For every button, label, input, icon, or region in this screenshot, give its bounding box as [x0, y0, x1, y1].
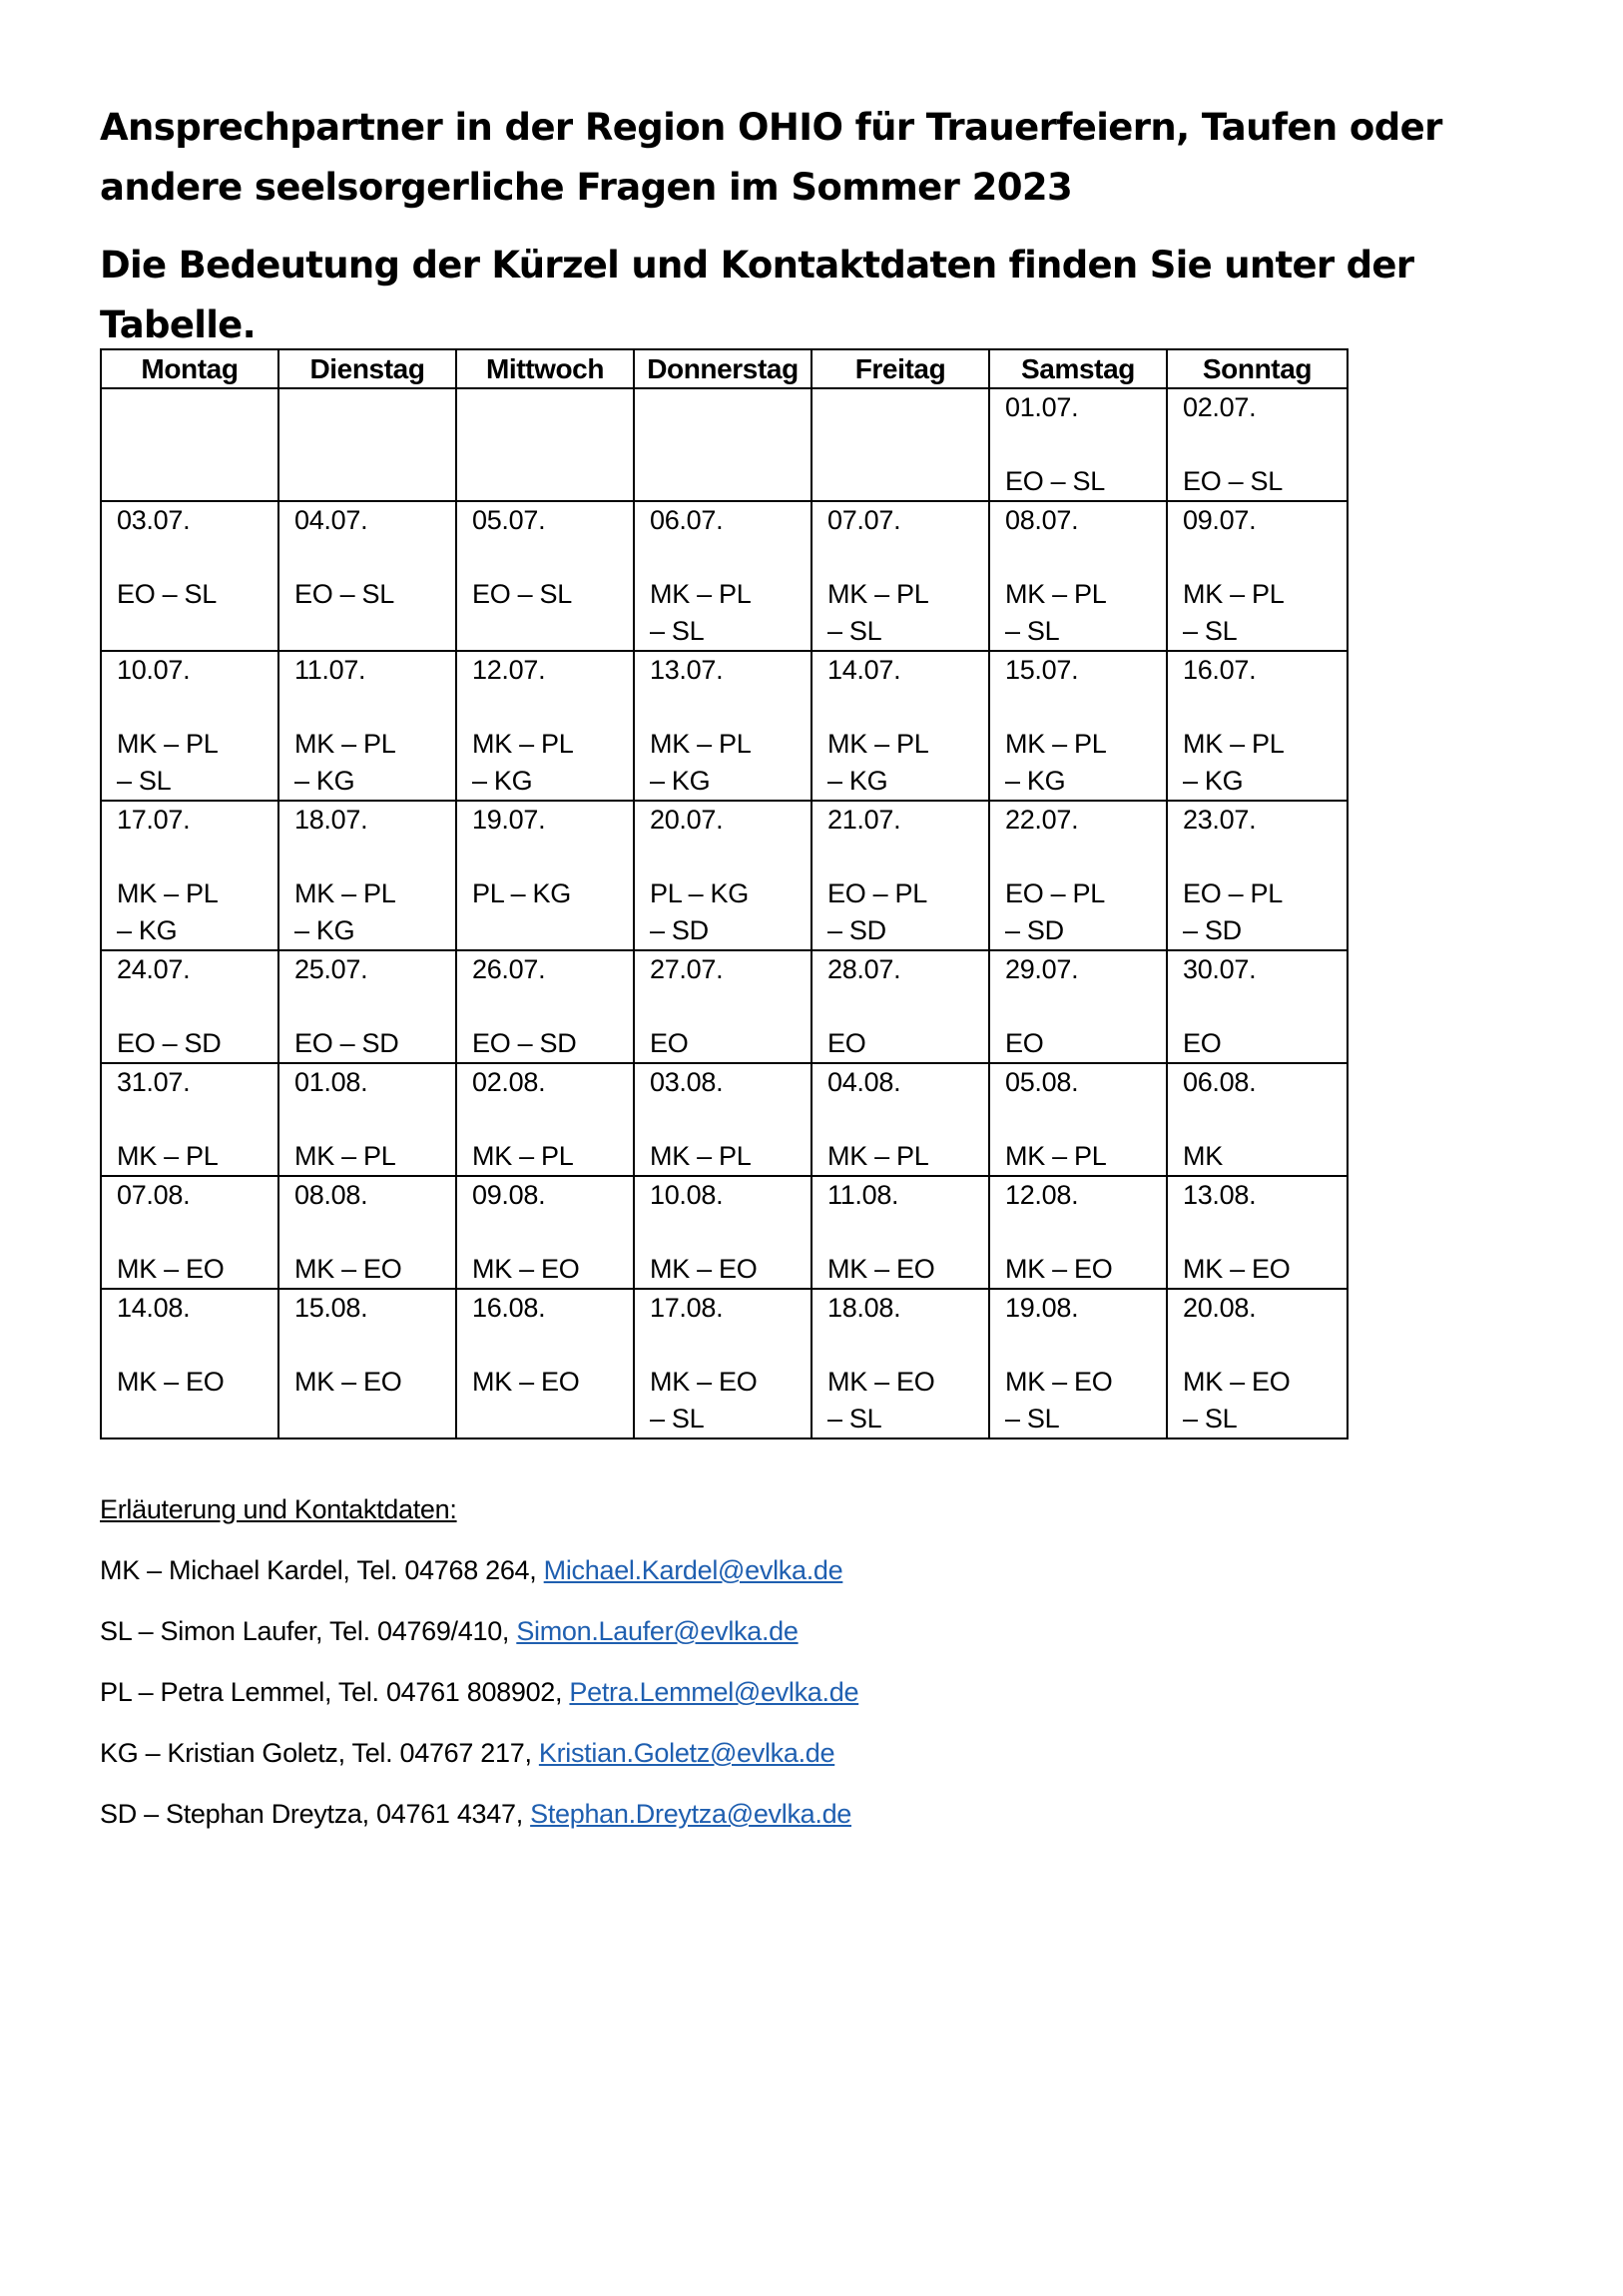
cell-date: 18.08.	[827, 1293, 901, 1323]
cell-contacts: EO – SD	[472, 1028, 577, 1058]
cell-contacts: MK	[1183, 1141, 1223, 1171]
day-cell	[634, 1289, 812, 1438]
header-thursday: Donnerstag	[634, 349, 812, 388]
cell-date: 25.07.	[294, 954, 368, 984]
table-row	[101, 651, 1348, 801]
cell-contacts: MK – EO	[117, 1367, 225, 1397]
cell-contacts: MK – EO – SL	[1005, 1367, 1113, 1434]
day-cell	[989, 651, 1167, 801]
cell-spacer	[117, 1214, 277, 1251]
cell-date: 12.08.	[1005, 1180, 1079, 1210]
day-cell	[278, 801, 456, 950]
day-cell	[101, 950, 278, 1063]
cell-spacer	[472, 1327, 633, 1364]
day-cell	[456, 651, 634, 801]
cell-spacer	[117, 1327, 277, 1364]
cell-date: 05.07.	[472, 505, 546, 535]
cell-spacer	[650, 1214, 811, 1251]
legend-entry	[100, 1550, 1397, 1590]
cell-spacer	[294, 539, 455, 576]
cell-contacts: MK – PL – SL	[650, 579, 751, 646]
cell-date: 18.07.	[294, 805, 368, 835]
legend-entry-text: MK – Michael Kardel, Tel. 04768 264,	[100, 1555, 544, 1585]
cell-spacer	[1005, 1327, 1166, 1364]
day-cell	[101, 501, 278, 651]
cell-spacer	[472, 1214, 633, 1251]
cell-date: 08.07.	[1005, 505, 1079, 535]
day-cell	[278, 651, 456, 801]
cell-date: 20.08.	[1183, 1293, 1257, 1323]
cell-spacer	[1005, 426, 1166, 463]
cell-spacer	[472, 839, 633, 875]
day-cell	[456, 388, 634, 501]
page-subtitle: Die Bedeutung der Kürzel und Kontaktdaten finden Sie unter der Tabelle.	[100, 244, 1414, 346]
legend-entry-text: KG – Kristian Goletz, Tel. 04767 217,	[100, 1738, 539, 1768]
cell-date: 04.07.	[294, 505, 368, 535]
day-cell	[456, 1063, 634, 1176]
cell-contacts: EO – SD	[117, 1028, 222, 1058]
day-cell	[101, 1176, 278, 1289]
day-cell	[278, 1176, 456, 1289]
page-title: Ansprechpartner in der Region OHIO für Trauerfeiern, Taufen oder andere seelsorgerliche Fragen im Sommer 2023	[100, 106, 1442, 209]
cell-date: 16.08.	[472, 1293, 546, 1323]
cell-spacer	[827, 839, 988, 875]
day-cell	[812, 1176, 989, 1289]
day-cell	[634, 950, 812, 1063]
cell-spacer	[650, 539, 811, 576]
cell-date: 14.08.	[117, 1293, 191, 1323]
cell-spacer	[1183, 539, 1347, 576]
day-cell	[989, 1063, 1167, 1176]
cell-contacts: MK – PL – SL	[1005, 579, 1106, 646]
cell-contacts: PL – KG – SD	[650, 878, 749, 945]
cell-date: 20.07.	[650, 805, 724, 835]
cell-contacts: EO – SL	[117, 579, 217, 609]
email-link[interactable]: Petra.Lemmel@evlka.de	[569, 1677, 859, 1707]
cell-spacer	[650, 839, 811, 875]
legend-entry-text: SL – Simon Laufer, Tel. 04769/410,	[100, 1616, 517, 1646]
cell-date: 15.07.	[1005, 655, 1079, 685]
header-wednesday: Mittwoch	[456, 349, 634, 388]
cell-date: 21.07.	[827, 805, 901, 835]
day-cell	[812, 501, 989, 651]
cell-contacts: MK – PL – KG	[117, 878, 218, 945]
cell-date: 06.08.	[1183, 1067, 1257, 1097]
cell-spacer	[827, 426, 988, 463]
cell-contacts: MK – EO	[827, 1254, 935, 1284]
cell-date: 03.07.	[117, 505, 191, 535]
legend-entry	[100, 1733, 1397, 1773]
day-cell	[1167, 1063, 1348, 1176]
cell-contacts: MK – PL – SL	[827, 579, 928, 646]
cell-spacer	[117, 839, 277, 875]
cell-spacer	[472, 689, 633, 726]
cell-spacer	[472, 539, 633, 576]
cell-spacer	[1183, 426, 1347, 463]
legend-entries	[100, 1550, 1397, 1834]
cell-contacts: EO – SL	[472, 579, 572, 609]
cell-contacts: EO	[827, 1028, 866, 1058]
cell-contacts: MK – PL – KG	[1183, 729, 1284, 796]
cell-spacer	[1005, 988, 1166, 1025]
cell-spacer	[294, 426, 455, 463]
cell-date: 23.07.	[1183, 805, 1257, 835]
schedule-table	[100, 348, 1349, 1439]
day-cell	[634, 801, 812, 950]
day-cell	[1167, 388, 1348, 501]
cell-contacts: PL – KG	[472, 878, 571, 908]
table-row	[101, 501, 1348, 651]
schedule-body	[101, 388, 1348, 1438]
cell-date: 24.07.	[117, 954, 191, 984]
cell-date	[827, 389, 988, 426]
cell-contacts: MK – EO	[472, 1367, 580, 1397]
day-cell	[812, 801, 989, 950]
cell-date: 11.07.	[294, 655, 366, 685]
cell-spacer	[1183, 689, 1347, 726]
cell-spacer	[294, 1327, 455, 1364]
cell-contacts: MK – PL	[1005, 1141, 1107, 1171]
cell-spacer	[294, 988, 455, 1025]
cell-spacer	[1005, 1214, 1166, 1251]
day-cell	[101, 1063, 278, 1176]
day-cell	[634, 1176, 812, 1289]
day-cell	[989, 388, 1167, 501]
cell-spacer	[1183, 1327, 1347, 1364]
cell-contacts: MK – PL	[650, 1141, 752, 1171]
cell-date: 02.08.	[472, 1067, 546, 1097]
cell-date: 29.07.	[1005, 954, 1079, 984]
cell-date: 12.07.	[472, 655, 546, 685]
cell-contacts: MK – EO – SL	[827, 1367, 935, 1434]
day-cell	[456, 1289, 634, 1438]
header-friday: Freitag	[812, 349, 989, 388]
cell-date: 01.07.	[1005, 392, 1079, 422]
cell-contacts: MK – EO	[117, 1254, 225, 1284]
cell-contacts: EO – SL	[1005, 466, 1105, 496]
cell-date: 07.08.	[117, 1180, 191, 1210]
cell-contacts: EO – SL	[294, 579, 394, 609]
cell-date: 02.07.	[1183, 392, 1257, 422]
cell-date: 05.08.	[1005, 1067, 1079, 1097]
cell-spacer	[117, 1101, 277, 1138]
day-cell	[101, 388, 278, 501]
cell-spacer	[472, 426, 633, 463]
header-sunday: Sonntag	[1167, 349, 1348, 388]
cell-date	[294, 389, 455, 426]
cell-contacts: EO – PL – SD	[1005, 878, 1104, 945]
cell-contacts: MK – PL – KG	[472, 729, 573, 796]
cell-date: 13.08.	[1183, 1180, 1257, 1210]
cell-date: 08.08.	[294, 1180, 368, 1210]
legend	[100, 1489, 1397, 1834]
cell-spacer	[650, 426, 811, 463]
cell-contacts: EO – SD	[294, 1028, 399, 1058]
cell-contacts: MK – PL – SL	[117, 729, 218, 796]
day-cell	[989, 501, 1167, 651]
email-link[interactable]: Simon.Laufer@evlka.de	[516, 1616, 799, 1646]
cell-contacts: MK – PL – KG	[294, 878, 395, 945]
header-tuesday: Dienstag	[278, 349, 456, 388]
cell-date	[117, 389, 277, 426]
legend-heading: Erläuterung und Kontaktdaten:	[100, 1494, 457, 1524]
cell-date: 28.07.	[827, 954, 901, 984]
cell-spacer	[827, 988, 988, 1025]
cell-spacer	[650, 1327, 811, 1364]
cell-contacts: MK – PL – KG	[1005, 729, 1106, 796]
day-cell	[1167, 1176, 1348, 1289]
day-cell	[634, 388, 812, 501]
day-cell	[278, 388, 456, 501]
cell-contacts: MK – PL – KG	[827, 729, 928, 796]
cell-spacer	[650, 689, 811, 726]
cell-date: 15.08.	[294, 1293, 368, 1323]
day-cell	[456, 1176, 634, 1289]
cell-date	[472, 389, 633, 426]
cell-spacer	[650, 1101, 811, 1138]
cell-date: 11.08.	[827, 1180, 899, 1210]
day-cell	[812, 950, 989, 1063]
day-cell	[812, 651, 989, 801]
cell-date: 27.07.	[650, 954, 724, 984]
day-cell	[456, 950, 634, 1063]
cell-contacts: EO	[650, 1028, 689, 1058]
day-cell	[1167, 950, 1348, 1063]
cell-date	[650, 389, 811, 426]
cell-date: 10.08.	[650, 1180, 724, 1210]
cell-spacer	[827, 1101, 988, 1138]
day-cell	[456, 801, 634, 950]
day-cell	[456, 501, 634, 651]
header-saturday: Samstag	[989, 349, 1167, 388]
day-cell	[634, 1063, 812, 1176]
cell-contacts: EO – PL – SD	[827, 878, 926, 945]
cell-spacer	[117, 539, 277, 576]
cell-spacer	[117, 689, 277, 726]
cell-spacer	[294, 1101, 455, 1138]
day-cell	[278, 1289, 456, 1438]
cell-contacts: MK – EO	[1183, 1254, 1291, 1284]
cell-contacts: MK – PL	[827, 1141, 929, 1171]
cell-spacer	[1005, 839, 1166, 875]
day-cell	[989, 1176, 1167, 1289]
cell-spacer	[1183, 839, 1347, 875]
cell-spacer	[117, 426, 277, 463]
day-cell	[101, 801, 278, 950]
cell-spacer	[1005, 1101, 1166, 1138]
day-cell	[989, 801, 1167, 950]
table-row	[101, 1063, 1348, 1176]
cell-date: 01.08.	[294, 1067, 368, 1097]
table-row	[101, 1176, 1348, 1289]
email-link[interactable]: Stephan.Dreytza@evlka.de	[530, 1799, 851, 1829]
cell-spacer	[294, 1214, 455, 1251]
cell-contacts: MK – PL	[472, 1141, 574, 1171]
day-cell	[812, 1063, 989, 1176]
cell-contacts: MK – EO – SL	[650, 1367, 758, 1434]
cell-spacer	[650, 988, 811, 1025]
legend-entry	[100, 1611, 1397, 1651]
cell-date: 17.08.	[650, 1293, 724, 1323]
cell-spacer	[294, 689, 455, 726]
day-cell	[1167, 801, 1348, 950]
cell-date: 22.07.	[1005, 805, 1079, 835]
cell-date: 30.07.	[1183, 954, 1257, 984]
cell-spacer	[827, 539, 988, 576]
legend-entry	[100, 1672, 1397, 1712]
table-row	[101, 1289, 1348, 1438]
day-cell	[812, 388, 989, 501]
legend-entry-text: PL – Petra Lemmel, Tel. 04761 808902,	[100, 1677, 570, 1707]
legend-entry-text: SD – Stephan Dreytza, 04761 4347,	[100, 1799, 531, 1829]
day-cell	[989, 950, 1167, 1063]
cell-date: 10.07.	[117, 655, 191, 685]
cell-date: 09.07.	[1183, 505, 1257, 535]
cell-date: 04.08.	[827, 1067, 901, 1097]
cell-contacts: MK – PL – KG	[650, 729, 751, 796]
cell-spacer	[1005, 539, 1166, 576]
day-cell	[634, 651, 812, 801]
cell-spacer	[1183, 1214, 1347, 1251]
cell-date: 06.07.	[650, 505, 724, 535]
cell-date: 17.07.	[117, 805, 191, 835]
cell-contacts: MK – PL	[294, 1141, 396, 1171]
cell-contacts: MK – PL	[117, 1141, 219, 1171]
cell-spacer	[117, 988, 277, 1025]
cell-date: 31.07.	[117, 1067, 191, 1097]
day-cell	[1167, 651, 1348, 801]
cell-contacts: EO – PL – SD	[1183, 878, 1282, 945]
legend-entry	[100, 1794, 1397, 1834]
day-cell	[1167, 1289, 1348, 1438]
cell-contacts: EO	[1183, 1028, 1222, 1058]
cell-contacts: MK – PL – KG	[294, 729, 395, 796]
cell-date: 03.08.	[650, 1067, 724, 1097]
table-row	[101, 801, 1348, 950]
cell-spacer	[1005, 689, 1166, 726]
cell-contacts: MK – EO	[294, 1254, 402, 1284]
cell-contacts: MK – EO	[1005, 1254, 1113, 1284]
email-link[interactable]: Kristian.Goletz@evlka.de	[538, 1738, 835, 1768]
cell-spacer	[1183, 988, 1347, 1025]
day-cell	[101, 1289, 278, 1438]
cell-contacts: MK – EO	[294, 1367, 402, 1397]
cell-contacts: MK – EO	[650, 1254, 758, 1284]
cell-date: 13.07.	[650, 655, 724, 685]
cell-date: 09.08.	[472, 1180, 546, 1210]
day-cell	[812, 1289, 989, 1438]
cell-date: 19.07.	[472, 805, 546, 835]
cell-contacts: EO	[1005, 1028, 1044, 1058]
table-row	[101, 388, 1348, 501]
cell-contacts: MK – EO – SL	[1183, 1367, 1291, 1434]
cell-date: 26.07.	[472, 954, 546, 984]
cell-date: 14.07.	[827, 655, 901, 685]
day-cell	[278, 501, 456, 651]
cell-spacer	[1183, 1101, 1347, 1138]
cell-date: 07.07.	[827, 505, 901, 535]
cell-contacts: MK – PL – SL	[1183, 579, 1284, 646]
cell-date: 16.07.	[1183, 655, 1257, 685]
cell-spacer	[472, 988, 633, 1025]
cell-date: 19.08.	[1005, 1293, 1079, 1323]
day-cell	[634, 501, 812, 651]
day-cell	[101, 651, 278, 801]
day-cell	[989, 1289, 1167, 1438]
email-link[interactable]: Michael.Kardel@evlka.de	[543, 1555, 843, 1585]
cell-spacer	[827, 689, 988, 726]
day-cell	[1167, 501, 1348, 651]
cell-contacts: MK – EO	[472, 1254, 580, 1284]
schedule-header-row	[101, 349, 1348, 388]
cell-spacer	[294, 839, 455, 875]
cell-spacer	[827, 1327, 988, 1364]
day-cell	[278, 950, 456, 1063]
table-row	[101, 950, 1348, 1063]
day-cell	[278, 1063, 456, 1176]
cell-contacts: EO – SL	[1183, 466, 1283, 496]
cell-spacer	[472, 1101, 633, 1138]
header-monday: Montag	[101, 349, 278, 388]
cell-spacer	[827, 1214, 988, 1251]
